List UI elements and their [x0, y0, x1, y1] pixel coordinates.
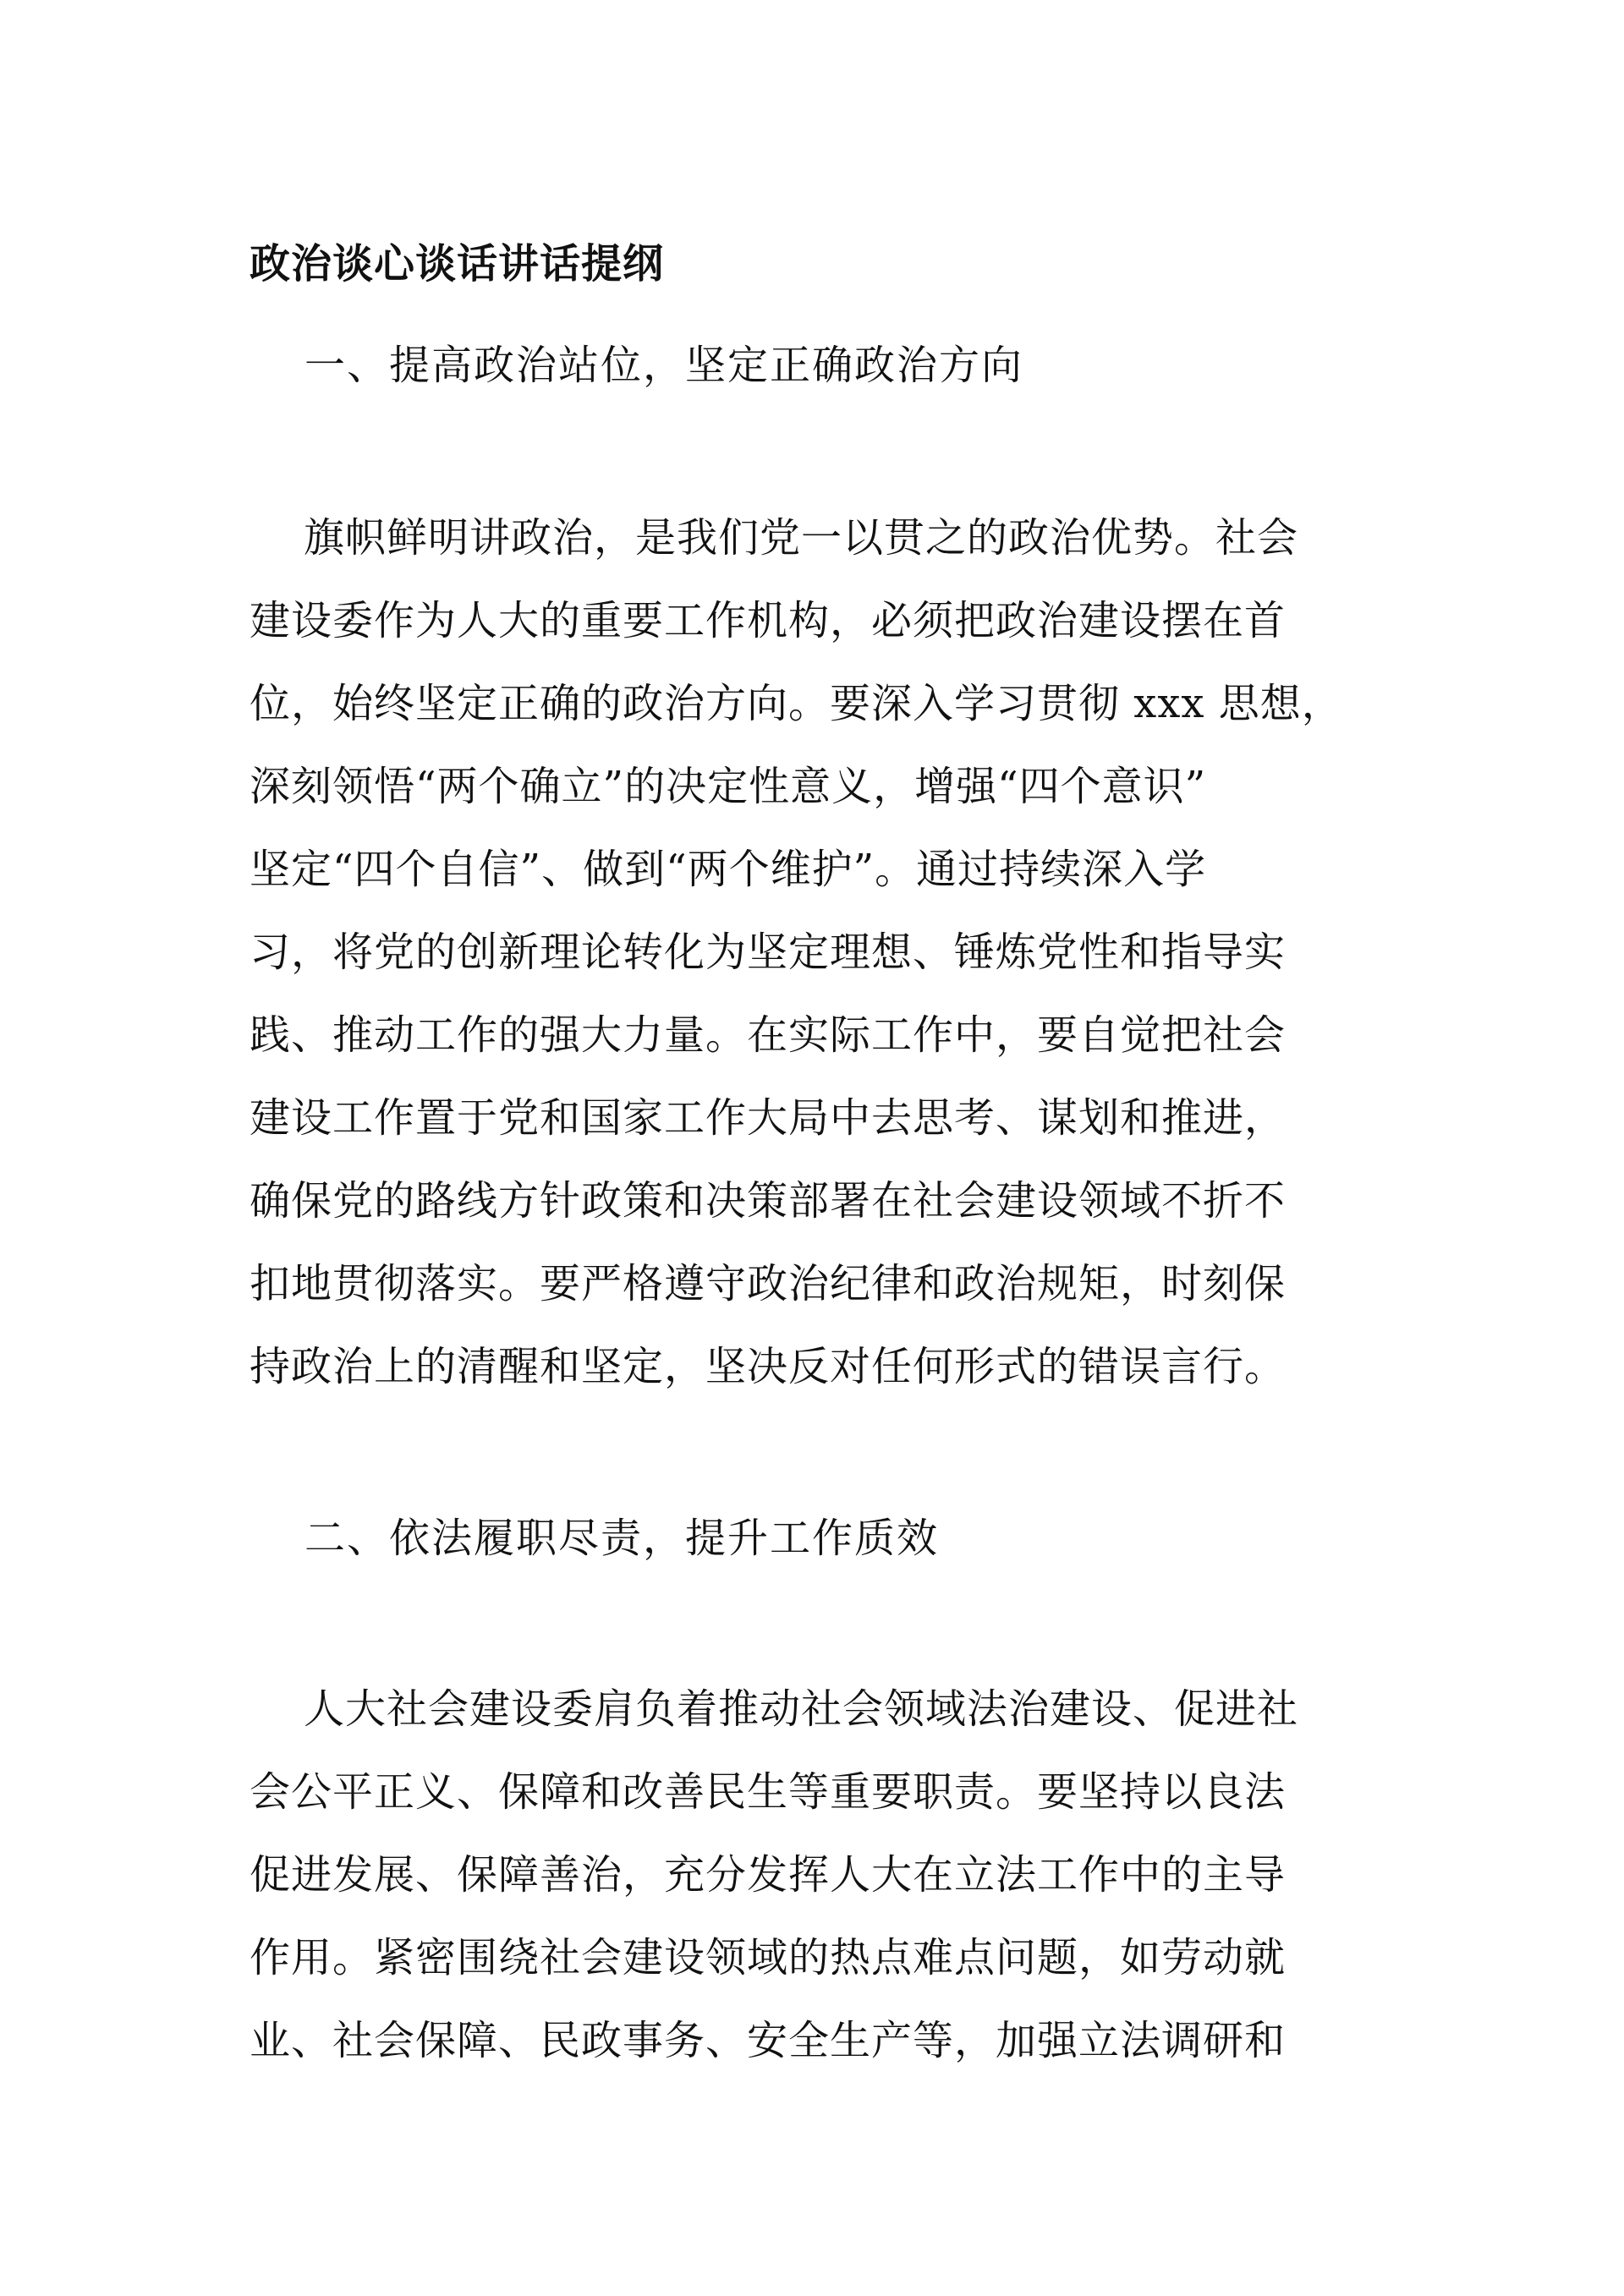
- paragraph-line: 确保党的路线方针政策和决策部署在社会建设领域不折不: [250, 1177, 1287, 1225]
- paragraph-line: 扣地贯彻落实。要严格遵守政治纪律和政治规矩，时刻保: [250, 1260, 1287, 1307]
- paragraph-line: 会公平正义、保障和改善民生等重要职责。要坚持以良法: [250, 1768, 1287, 1816]
- paragraph-line: 习，将党的创新理论转化为坚定理想、锤炼党性和指导实: [250, 929, 1287, 976]
- paragraph-line: 旗帜鲜明讲政治，是我们党一以贯之的政治优势。社会: [304, 514, 1299, 562]
- section-heading-2: 二、依法履职尽责，提升工作质效: [304, 1515, 940, 1562]
- paragraph-line: 作用。紧密围绕社会建设领域的热点难点问题，如劳动就: [250, 1934, 1287, 1981]
- paragraph-line: 业、社会保障、民政事务、安全生产等，加强立法调研和: [250, 2017, 1287, 2064]
- paragraph-line: 深刻领悟“两个确立”的决定性意义，增强“四个意识”: [250, 763, 1207, 810]
- section-1-paragraph: [250, 496, 1343, 1408]
- paragraph-line: 促进发展、保障善治，充分发挥人大在立法工作中的主导: [250, 1851, 1287, 1899]
- paragraph-line: 人大社会建设委肩负着推动社会领域法治建设、促进社: [304, 1685, 1299, 1733]
- paragraph-line: 持政治上的清醒和坚定，坚决反对任何形式的错误言行。: [250, 1343, 1287, 1390]
- paragraph-line: 位，始终坚定正确的政治方向。要深入学习贯彻 xxx 思想，: [250, 680, 1343, 727]
- section-2-paragraph: [250, 1668, 1298, 2082]
- paragraph-line: 建设委作为人大的重要工作机构，必须把政治建设摆在首: [250, 597, 1287, 644]
- section-heading-1: 一、提高政治站位，坚定正确政治方向: [304, 342, 1024, 389]
- paragraph-line: 建设工作置于党和国家工作大局中去思考、谋划和推进，: [250, 1094, 1287, 1142]
- paragraph-line: 践、推动工作的强大力量。在实际工作中，要自觉把社会: [250, 1011, 1287, 1059]
- document-title: 政治谈心谈话讲话提纲: [250, 240, 665, 288]
- paragraph-line: 坚定“四个自信”、做到“两个维护”。通过持续深入学: [250, 846, 1207, 893]
